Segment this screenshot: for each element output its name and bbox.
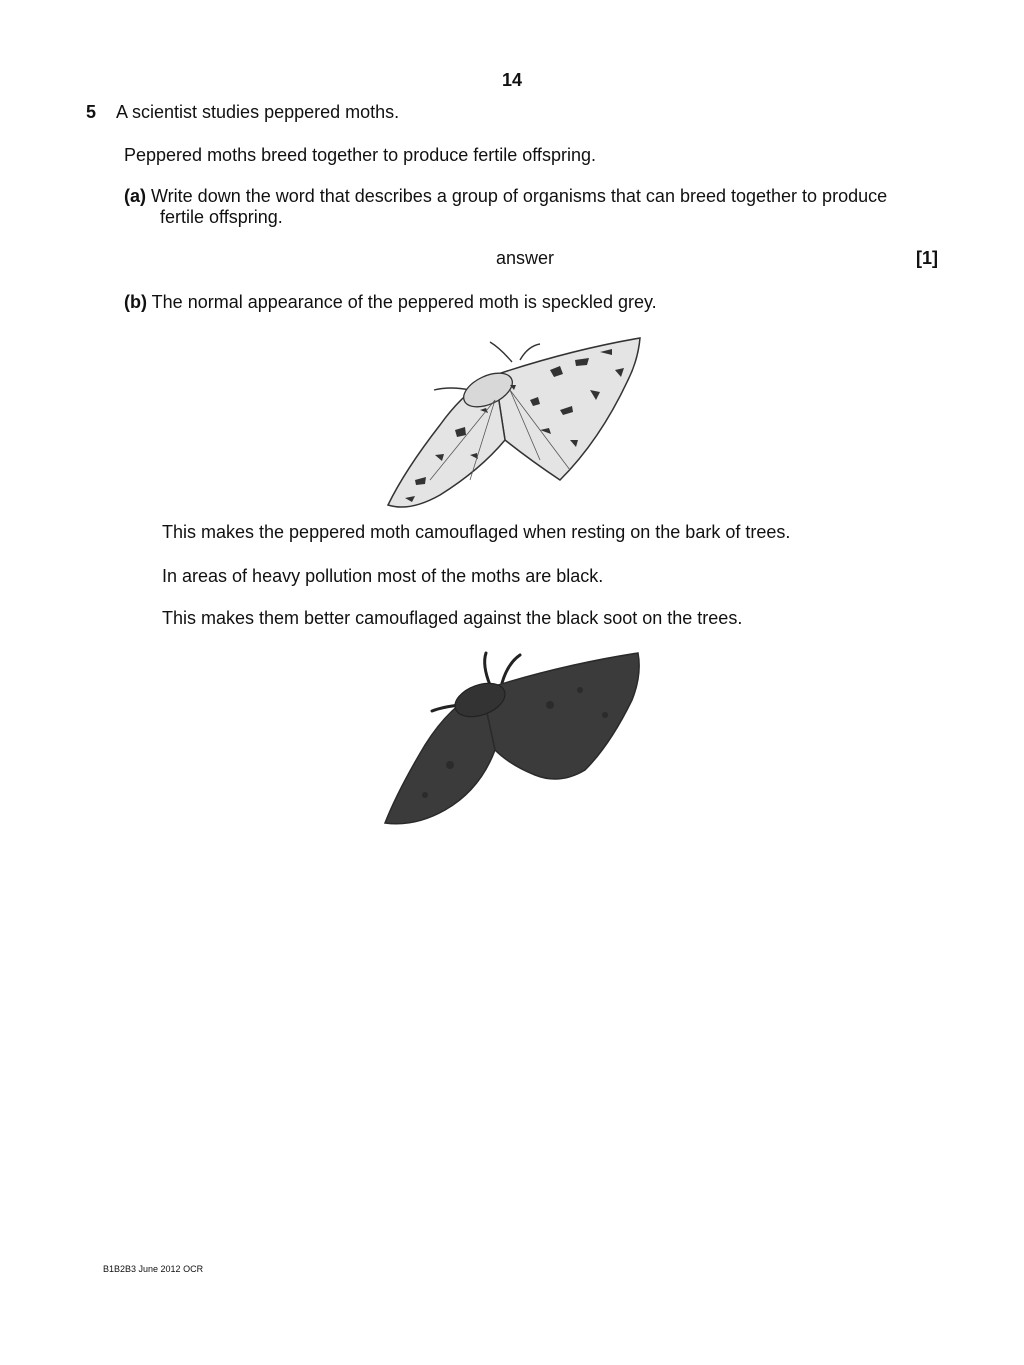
marks-allocation: [1]: [916, 248, 938, 268]
part-a-text-line1: Write down the word that describes a group of organisms that can breed together to produce: [151, 186, 888, 206]
black-moth-icon: [370, 645, 650, 830]
page-number: 14: [501, 70, 523, 90]
question-number: 5: [86, 102, 97, 122]
footer-text: B1B2B3 June 2012 OCR: [103, 1264, 204, 1274]
part-a-text-line2: fertile offspring.: [160, 207, 283, 227]
part-b-label: (b): [124, 292, 147, 312]
part-a-question: [124, 186, 887, 207]
part-a-label: (a): [124, 186, 146, 206]
part-b-question: [124, 292, 657, 313]
answer-label: answer: [496, 248, 555, 268]
paragraph-pollution: In areas of heavy pollution most of the moths are black.: [162, 566, 604, 586]
part-b-text: The normal appearance of the peppered moth is speckled grey.: [151, 292, 657, 312]
paragraph-soot: This makes them better camouflaged against the black soot on the trees.: [162, 608, 743, 628]
question-stem: A scientist studies peppered moths.: [116, 102, 400, 122]
question-intro: Peppered moths breed together to produce fertile offspring.: [124, 145, 596, 165]
paragraph-camouflage: This makes the peppered moth camouflaged when resting on the bark of trees.: [162, 522, 791, 542]
speckled-grey-moth-icon: [370, 330, 650, 515]
